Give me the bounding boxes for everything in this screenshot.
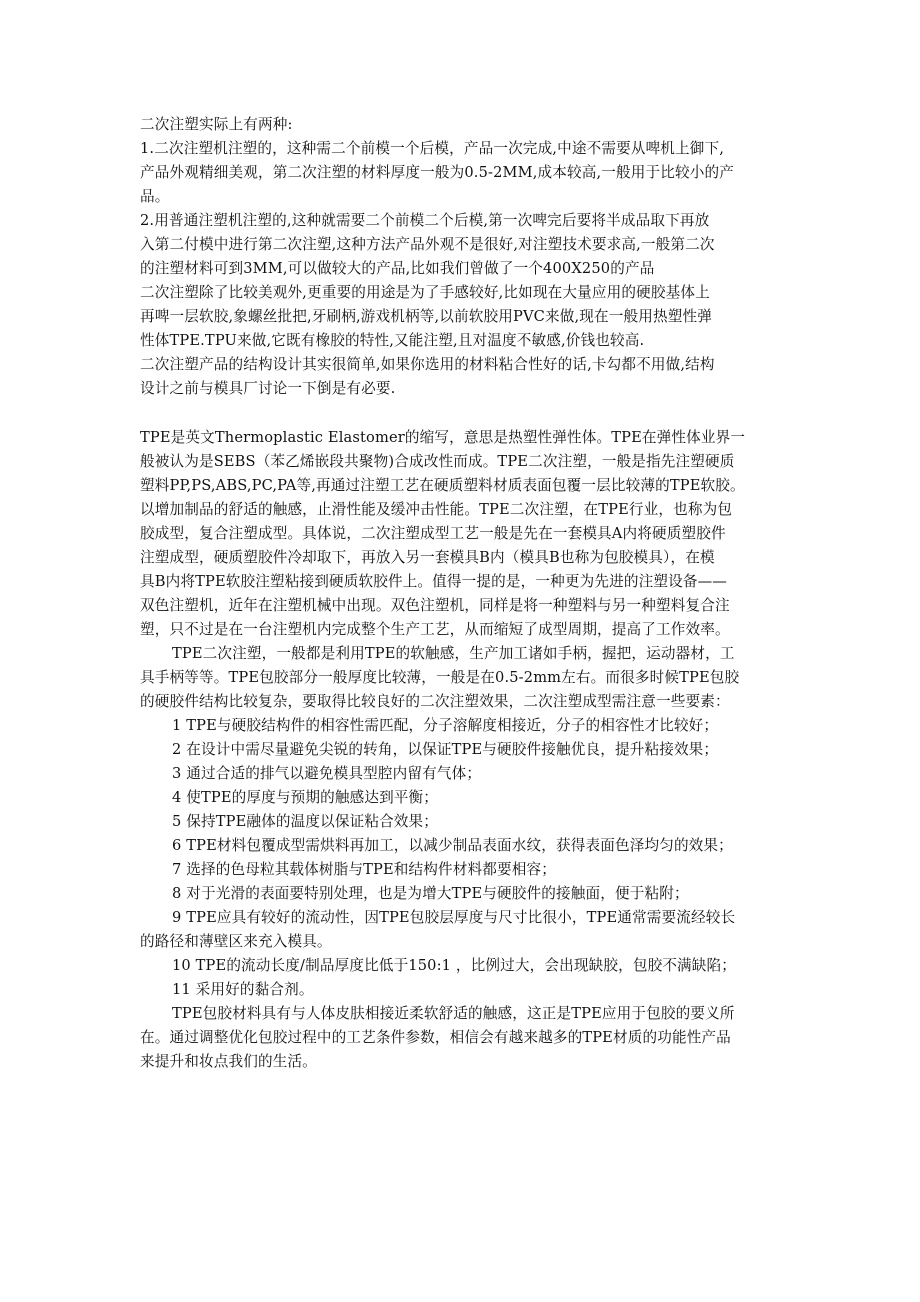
list-item: 9 TPE应具有较好的流动性，因TPE包胶层厚度与尺寸比很小，TPE通常需要流经较长 (172, 909, 736, 926)
text-line: 胶成型，复合注塑成型。具体说，二次注塑成型工艺一般是先在一套模具A内将硬质塑胶件 (140, 525, 726, 542)
list-item: 6 TPE材料包覆成型需烘料再加工，以减少制品表面水纹，获得表面色泽均匀的效果； (172, 837, 733, 854)
text-line: 塑，只不过是在一台注塑机内完成整个生产工艺，从而缩短了成型周期，提高了工作效率。 (140, 621, 730, 638)
list-item-continuation: 的路径和薄壁区来充入模具。 (140, 933, 332, 950)
list-item: 2 在设计中需尽量避免尖锐的转角，以保证TPE与硬胶件接触优良，提升粘接效果； (172, 741, 719, 758)
text-line: 入第二付模中进行第二次注塑,这种方法产品外观不是很好,对注塑技术要求高,一般第二次 (140, 236, 715, 253)
text-line: TPE二次注塑，一般都是利用TPE的软触感，生产加工诸如手柄，握把，运动器材，工 (172, 645, 735, 662)
text-line: 品。 (140, 188, 170, 205)
text-line: TPE是英文Thermoplastic Elastomer的缩写，意思是热塑性弹性体。TPE在弹性体业界一 (140, 429, 746, 446)
list-item: 1 TPE与硬胶结构件的相容性需匹配，分子溶解度相接近，分子的相容性才比较好； (172, 717, 719, 734)
list-item: 11 采用好的黏合剂。 (172, 981, 314, 998)
text-line: 塑料PP,PS,ABS,PC,PA等,再通过注塑工艺在硬质塑料材质表面包覆一层比较薄的TPE软胶。 (140, 477, 745, 494)
list-item: 8 对于光滑的表面要特别处理，也是为增大TPE与硬胶件的接触面，便于粘附； (172, 885, 689, 902)
text-line: 来提升和妆点我们的生活。 (140, 1053, 317, 1070)
text-line: 性体TPE.TPU来做,它既有橡胶的特性,又能注塑,且对温度不敏感,价钱也较高. (140, 332, 645, 349)
text-line: 以增加制品的舒适的触感，止滑性能及缓冲击性能。TPE二次注塑，在TPE行业，也称为包 (140, 501, 733, 518)
text-line: 的注塑材料可到3MM,可以做较大的产品,比如我们曾做了一个400X250的产品 (140, 260, 655, 277)
text-line: 2.用普通注塑机注塑的,这种就需要二个前模二个后模,第一次啤完后要将半成品取下再放 (140, 212, 710, 229)
text-line: 注塑成型，硬质塑胶件冷却取下，再放入另一套模具B内（模具B也称为包胶模具），在模 (140, 549, 715, 566)
list-item: 7 选择的色母粒其载体树脂与TPE和结构件材料都要相容； (172, 861, 556, 878)
text-line: 二次注塑除了比较美观外,更重要的用途是为了手感较好,比如现在大量应用的硬胶基体上 (140, 284, 710, 301)
text-line: 再啤一层软胶,象螺丝批把,牙刷柄,游戏机柄等,以前软胶用PVC来做,现在一般用热塑性弹 (140, 308, 712, 325)
text-line: TPE包胶材料具有与人体皮肤相接近柔软舒适的触感，这正是TPE应用于包胶的要义所 (172, 1005, 735, 1022)
text-line: 1.二次注塑机注塑的，这种需二个前模一个后模，产品一次完成,中途不需要从啤机上御下, (140, 140, 725, 157)
text-line: 般被认为是SEBS（苯乙烯嵌段共聚物)合成改性而成。TPE二次注塑，一般是指先注塑硬质 (140, 453, 735, 470)
list-item: 3 通过合适的排气以避免模具型腔内留有气体； (172, 765, 482, 782)
text-line: 产品外观精细美观，第二次注塑的材料厚度一般为0.5-2MM,成本较高,一般用于比较小的产 (140, 164, 734, 181)
text-line: 双色注塑机，近年在注塑机械中出现。双色注塑机，同样是将一种塑料与另一种塑料复合注 (140, 597, 730, 614)
text-line: 二次注塑产品的结构设计其实很简单,如果你选用的材料粘合性好的话,卡勾都不用做,结构 (140, 356, 715, 373)
text-line: 的硬胶件结构比较复杂，要取得比较良好的二次注塑效果，二次注塑成型需注意一些要素： (140, 693, 730, 710)
list-item: 4 使TPE的厚度与预期的触感达到平衡； (172, 789, 439, 806)
list-item: 10 TPE的流动长度/制品厚度比低于150:1 ，比例过大，会出现缺胶，包胶不满缺陷； (172, 957, 737, 974)
text-line: 在。通过调整优化包胶过程中的工艺条件参数，相信会有越来越多的TPE材质的功能性产品 (140, 1029, 731, 1046)
text-line: 设计之前与模具厂讨论一下倒是有必要. (140, 380, 396, 397)
text-line: 具手柄等等。TPE包胶部分一般厚度比较薄，一般是在0.5-2mm左右。而很多时候TPE包胶 (140, 669, 740, 686)
text-line: 二次注塑实际上有两种: (140, 116, 293, 133)
list-item: 5 保持TPE融体的温度以保证粘合效果； (172, 813, 439, 830)
text-line: 具B内将TPE软胶注塑粘接到硬质软胶件上。值得一提的是，一种更为先进的注塑设备—— (140, 573, 728, 590)
